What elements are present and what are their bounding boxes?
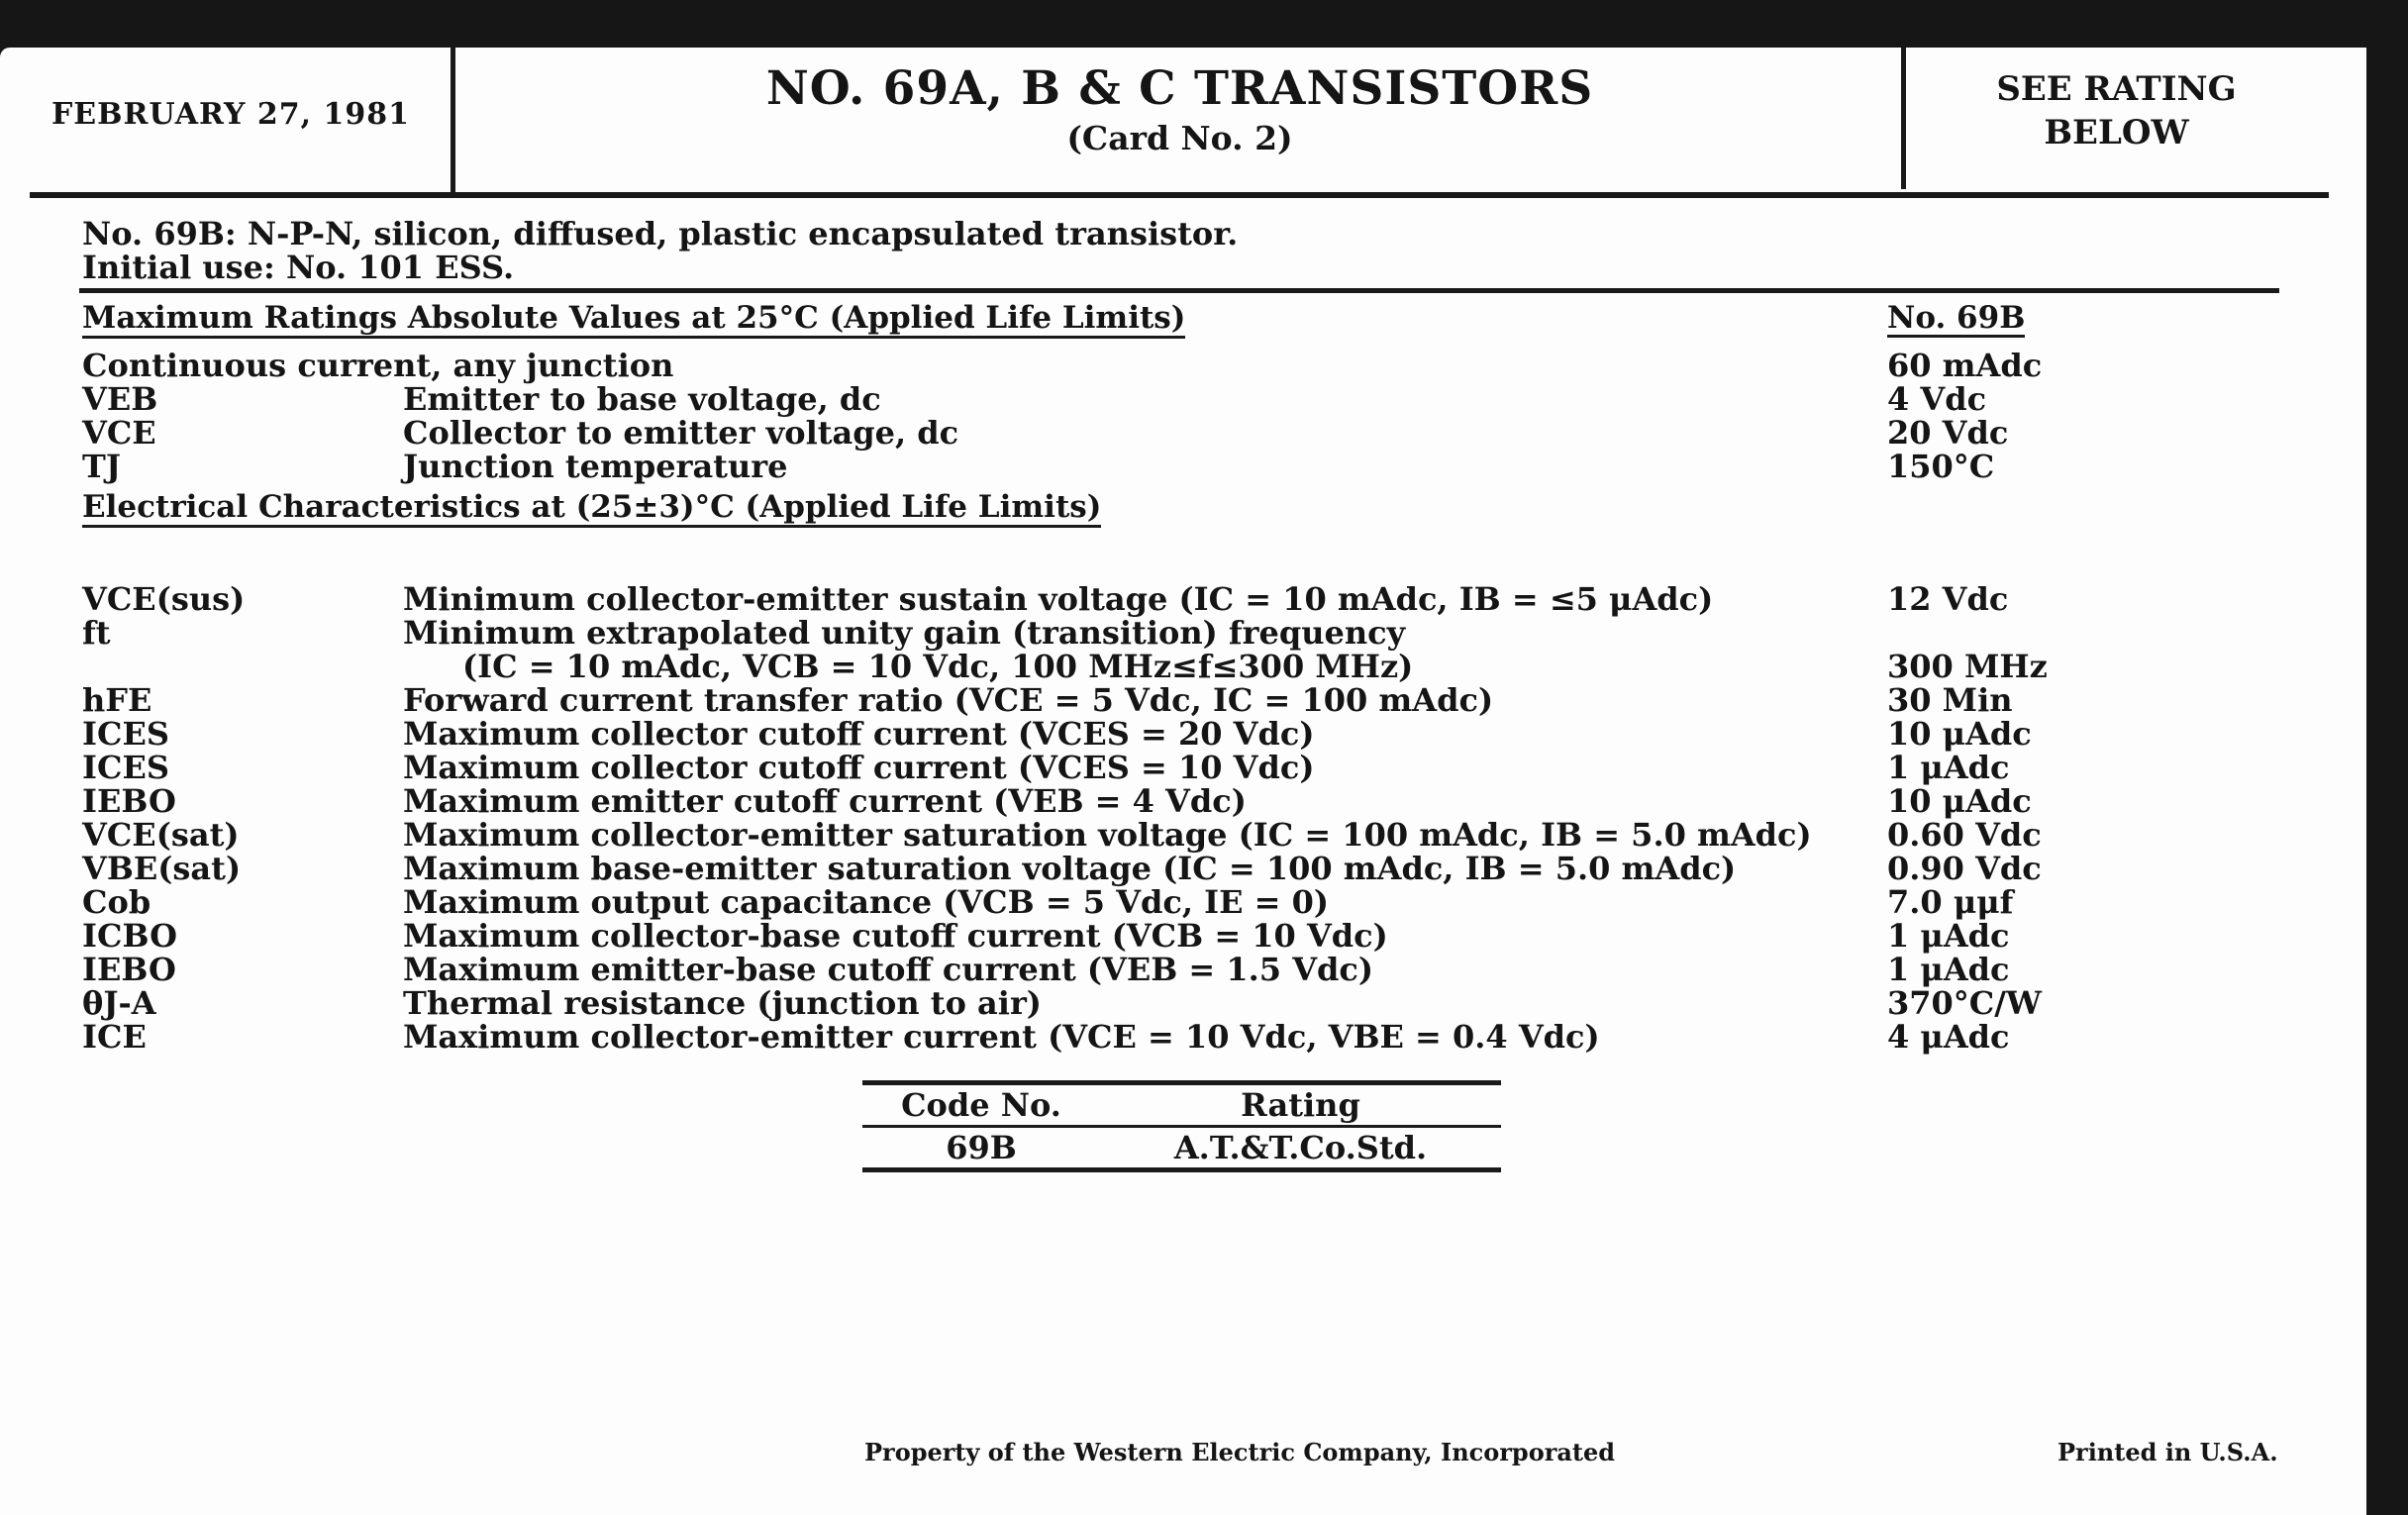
spec-row [0, 751, 2366, 784]
spec-symbol: ICBO [82, 917, 177, 955]
intro-rule [79, 288, 2279, 293]
spec-description: Thermal resistance (junction to air) [403, 984, 1042, 1022]
code-table-header [862, 1085, 1501, 1125]
spec-value: 150°C [1887, 448, 1995, 485]
spec-value: 1 μAdc [1887, 917, 2010, 955]
card-date: FEBRUARY 27, 1981 [51, 97, 410, 132]
rating-value: 60 mAdc [1887, 347, 2043, 384]
code-table [862, 1080, 1501, 1172]
spec-symbol: IEBO [82, 951, 176, 988]
spec-row [0, 450, 2366, 483]
spec-symbol: ft [82, 614, 111, 652]
spec-description: Junction temperature [403, 448, 788, 485]
spec-description: Collector to emitter voltage, dc [403, 414, 959, 452]
rating-row [0, 349, 2366, 382]
spec-value: 4 Vdc [1887, 380, 1987, 418]
spec-description: Maximum collector-base cutoff current (VCB = 10 Vdc) [403, 917, 1388, 955]
spec-symbol: VBE(sat) [82, 850, 242, 887]
rating-note-line2: BELOW [2044, 113, 2189, 152]
spec-row [0, 919, 2366, 953]
spec-row [0, 1020, 2366, 1054]
spec-value: 12 Vdc [1887, 580, 2009, 618]
spec-description: Maximum emitter cutoff current (VEB = 4 Vdc) [403, 782, 1247, 820]
spec-description: Maximum collector-emitter saturation voltage (IC = 100 mAdc, IB = 5.0 mAdc) [403, 816, 1812, 854]
spec-description: (IC = 10 mAdc, VCB = 10 Vdc, 100 MHz≤f≤300 MHz) [462, 648, 1414, 685]
spec-symbol: ICES [82, 749, 169, 786]
spec-symbol: VCE(sus) [82, 580, 246, 618]
spec-description: Maximum collector-emitter current (VCE = 10 Vdc, VBE = 0.4 Vdc) [403, 1018, 1600, 1056]
spec-description: Forward current transfer ratio (VCE = 5 Vdc, IC = 100 mAdc) [403, 681, 1494, 719]
spec-description: Minimum collector-emitter sustain voltage (IC = 10 mAdc, IB = ≤5 μAdc) [403, 580, 1714, 618]
spec-value: 300 MHz [1887, 648, 2048, 685]
spec-value: 10 μAdc [1887, 715, 2032, 753]
spec-symbol: ICE [82, 1018, 147, 1056]
spec-row [0, 818, 2366, 852]
intro-line-2: Initial use: No. 101 ESS. [82, 249, 515, 286]
spec-symbol: VEB [82, 380, 158, 418]
electrical-heading: Electrical Characteristics at (25±3)°C (Applied Life Limits) [82, 491, 1101, 528]
spec-symbol: VCE(sat) [82, 816, 240, 854]
spec-value: 7.0 μμf [1887, 883, 2014, 921]
spec-row [0, 582, 2366, 616]
spec-row [0, 717, 2366, 751]
rating-cell: A.T.&T.Co.Std. [1173, 1129, 1428, 1166]
code-table-row [862, 1128, 1501, 1167]
code-header: Code No. [901, 1086, 1061, 1124]
spec-value: 20 Vdc [1887, 414, 2009, 452]
spec-row [0, 650, 2366, 683]
spec-symbol: Cob [82, 883, 151, 921]
spec-value: 370°C/W [1887, 984, 2042, 1022]
rating-header: Rating [1241, 1086, 1360, 1124]
spec-description: Maximum emitter-base cutoff current (VEB = 1.5 Vdc) [403, 951, 1374, 988]
card-subtitle: (Card No. 2) [1066, 119, 1293, 157]
spec-row [0, 953, 2366, 986]
rating-note [1916, 67, 2317, 154]
spec-row [0, 885, 2366, 919]
spec-description: Emitter to base voltage, dc [403, 380, 881, 418]
spec-row [0, 416, 2366, 450]
spec-symbol: θJ-A [82, 984, 156, 1022]
spec-row [0, 986, 2366, 1020]
spec-value: 4 μAdc [1887, 1018, 2010, 1056]
spec-row [0, 852, 2366, 885]
spec-symbol: ICES [82, 715, 169, 753]
max-ratings-heading: Maximum Ratings Absolute Values at 25°C (Applied Life Limits) [82, 302, 1185, 339]
spec-description: Minimum extrapolated unity gain (transition) frequency [403, 614, 1406, 652]
spec-symbol: hFE [82, 681, 152, 719]
data-card [0, 48, 2366, 1515]
spec-description: Maximum collector cutoff current (VCES = 10 Vdc) [403, 749, 1315, 786]
printed-notice: Printed in U.S.A. [2057, 1438, 2278, 1466]
column-heading: No. 69B [1887, 300, 2026, 336]
spec-value: 1 μAdc [1887, 951, 2010, 988]
spec-row [0, 683, 2366, 717]
code-cell: 69B [946, 1129, 1017, 1166]
spec-row [0, 382, 2366, 416]
spec-value: 0.90 Vdc [1887, 850, 2042, 887]
spec-value: 1 μAdc [1887, 749, 2010, 786]
spec-description: Maximum output capacitance (VCB = 5 Vdc, IE = 0) [403, 883, 1330, 921]
spec-description: Maximum base-emitter saturation voltage (IC = 100 mAdc, IB = 5.0 mAdc) [403, 850, 1737, 887]
spec-value: 10 μAdc [1887, 782, 2032, 820]
spec-symbol: VCE [82, 414, 156, 452]
intro-line-1: No. 69B: N-P-N, silicon, diffused, plastic encapsulated transistor. [82, 215, 1239, 252]
spec-description: Maximum collector cutoff current (VCES = 20 Vdc) [403, 715, 1315, 753]
rating-note-line1: SEE RATING [1996, 69, 2237, 109]
header-rule [30, 192, 2329, 198]
spec-symbol: TJ [82, 448, 121, 485]
spec-value: 30 Min [1887, 681, 2013, 719]
card-title: NO. 69A, B & C TRANSISTORS [765, 61, 1594, 116]
spec-symbol: IEBO [82, 782, 176, 820]
spec-row [0, 784, 2366, 818]
property-notice: Property of the Western Electric Company, Incorporated [864, 1438, 1616, 1466]
header-divider-right [1901, 48, 1906, 189]
code-table-bottom-rule [862, 1167, 1501, 1172]
rating-desc: Continuous current, any junction [82, 347, 674, 384]
spec-value: 0.60 Vdc [1887, 816, 2042, 854]
intro-text [82, 217, 1238, 284]
spec-row [0, 616, 2366, 650]
